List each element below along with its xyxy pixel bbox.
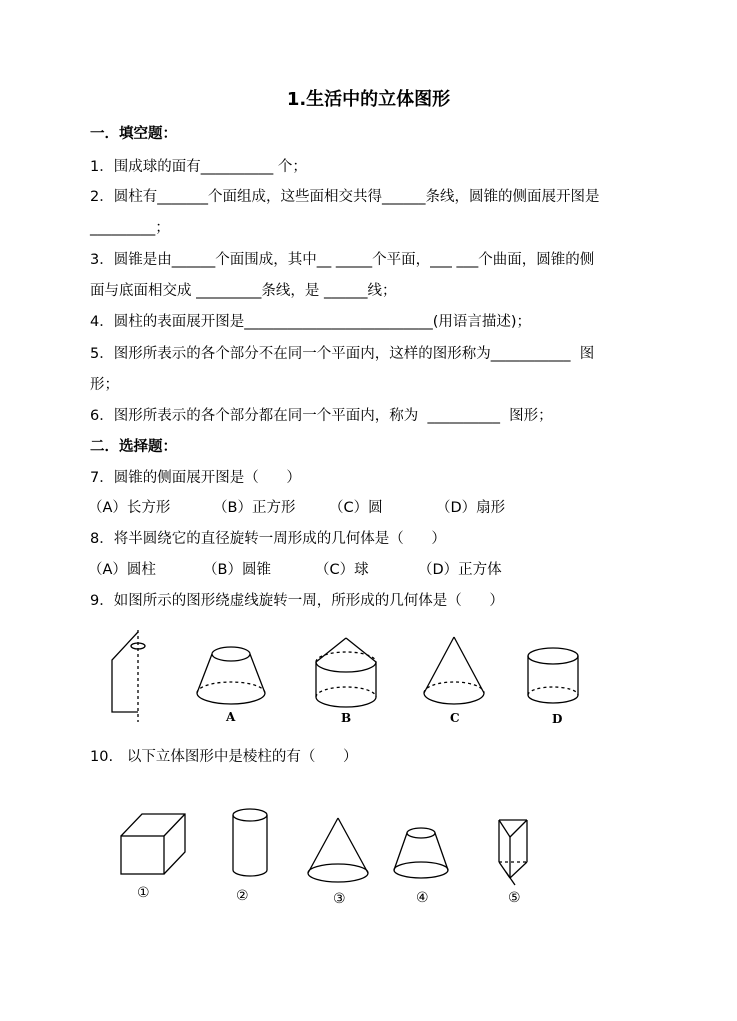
q10-figure-5-triangular-prism	[499, 820, 527, 885]
q10-label-2: ②	[236, 888, 249, 904]
q9-figure-a-frustum	[197, 647, 265, 704]
section-choice-title: 二．选择题：	[90, 439, 177, 455]
q7-option-b: （B）正方形	[213, 500, 296, 516]
question-5-line-2: 形；	[90, 377, 119, 393]
q9-shape-to-rotate	[112, 630, 145, 722]
question-2-line-2: _________；	[90, 220, 170, 236]
q9-label-a: A	[226, 710, 236, 724]
q10-label-5: ⑤	[508, 890, 521, 906]
q8-option-b: （B）圆锥	[203, 562, 271, 578]
question-3-line-2: 面与底面相交成 _________条线，是 ______线；	[90, 283, 397, 299]
q10-label-4: ④	[416, 890, 429, 906]
question-8: 8．将半圆绕它的直径旋转一周形成的几何体是（ ）	[90, 531, 446, 547]
q10-figure-3-cone	[308, 818, 368, 882]
q9-label-c: C	[450, 711, 460, 725]
question-3-line-1: 3．圆锥是由______个面围成，其中__ _____个平面，___ ___个曲面，圆锥的侧	[90, 252, 595, 268]
q10-label-1: ①	[137, 885, 150, 901]
q10-figure-2-cylinder	[233, 809, 267, 876]
q9-label-d: D	[552, 712, 563, 726]
q7-option-d: （D）扇形	[436, 500, 506, 516]
page-title: 1.生活中的立体图形	[286, 89, 451, 110]
question-7: 7．圆锥的侧面展开图是（ ）	[90, 470, 301, 486]
question-10: 10. 以下立体图形中是棱柱的有（ ）	[90, 749, 358, 765]
q9-figure-b-cone-on-cylinder	[316, 638, 376, 707]
q9-figure-c-cone	[424, 637, 484, 704]
q10-figure-4-frustum	[394, 828, 448, 878]
q8-option-c: （C）球	[315, 562, 369, 578]
q7-option-c: （C）圆	[329, 500, 383, 516]
section-fill-in-title: 一．填空题：	[90, 126, 177, 142]
question-6: 6．图形所表示的各个部分都在同一个平面内，称为 __________ 图形；	[90, 408, 553, 424]
q7-option-a: （A）长方形	[88, 500, 171, 516]
question-9: 9．如图所示的图形绕虚线旋转一周，所形成的几何体是（ ）	[90, 593, 504, 609]
q9-figure-d-cylinder	[528, 648, 578, 703]
q8-option-a: （A）圆柱	[88, 562, 156, 578]
question-2-line-1: 2．圆柱有_______个面组成，这些面相交共得______条线，圆锥的侧面展开图是	[90, 189, 600, 205]
question-5-line-1: 5．图形所表示的各个部分不在同一个平面内，这样的图形称为___________ 图	[90, 346, 595, 362]
q8-option-d: （D）正方体	[418, 562, 502, 578]
question-1: 1．围成球的面有__________ 个；	[90, 159, 307, 175]
question-4: 4．圆柱的表面展开图是__________________________(用语言描述)；	[90, 314, 532, 330]
q9-label-b: B	[341, 711, 352, 725]
q10-label-3: ③	[333, 891, 346, 907]
q10-figure-1-cuboid	[121, 814, 185, 874]
